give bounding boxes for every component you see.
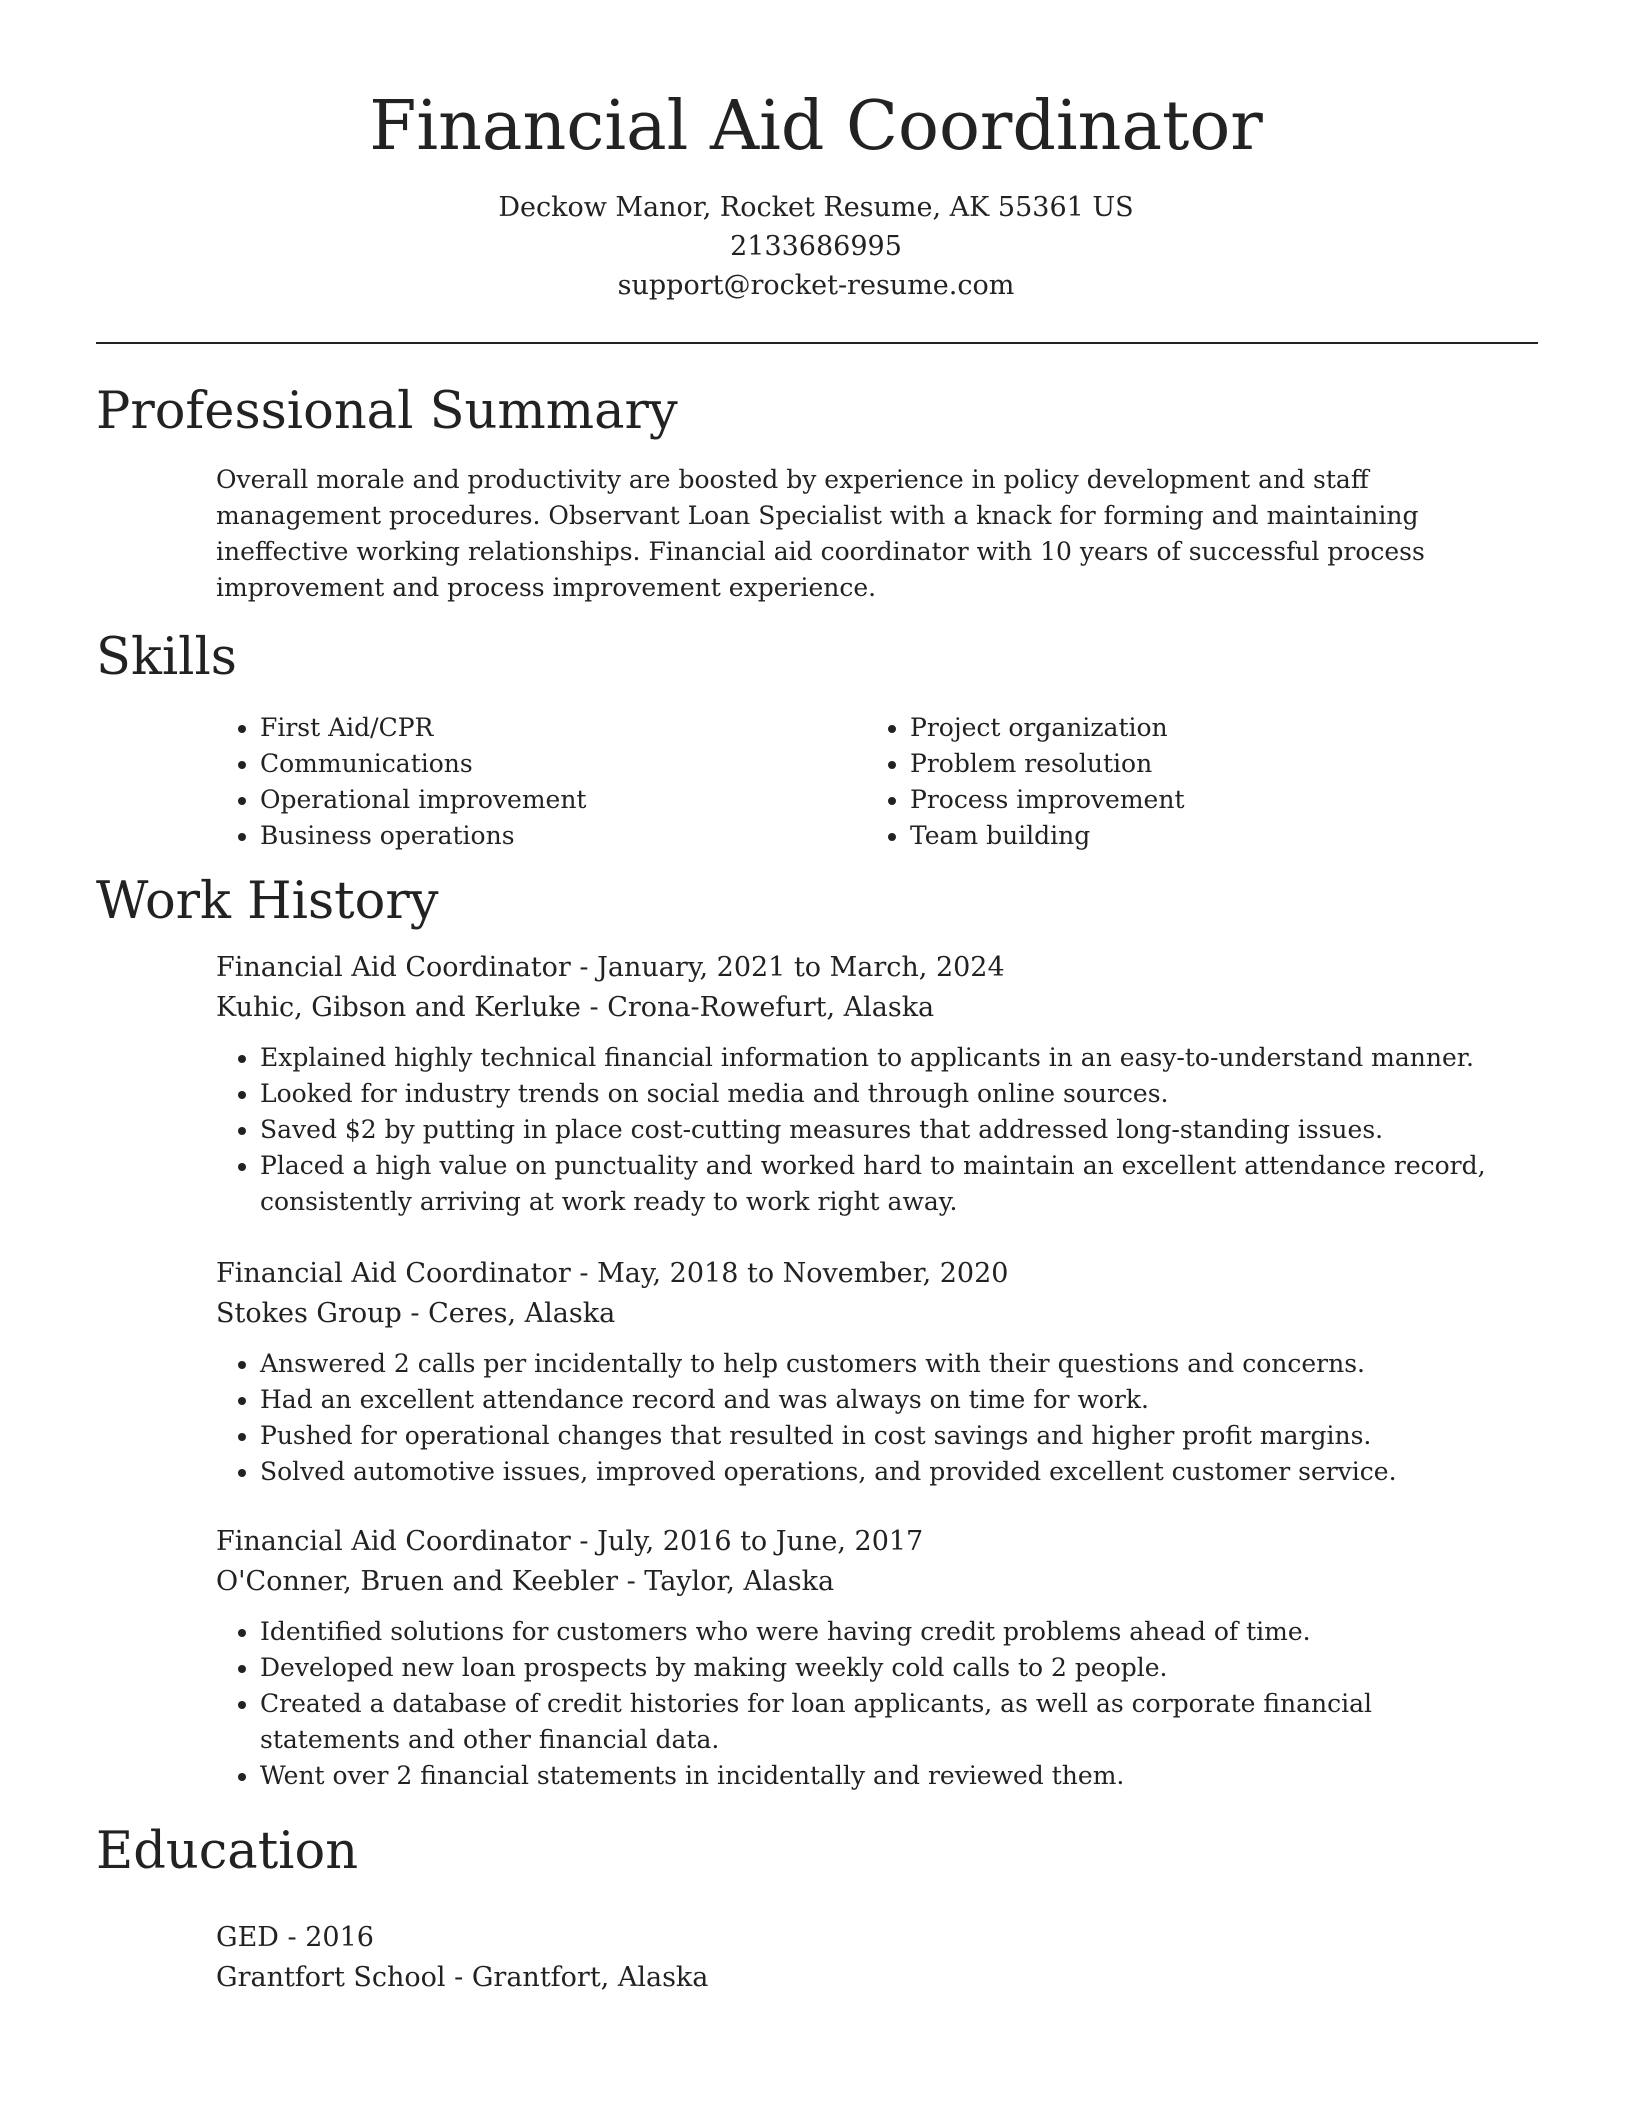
summary-text: Overall morale and productivity are boosted by experience in policy development and staff management procedures. Observant Loan Specialist with a knack for forming and maintaining ineffective working relationships. Financial aid coordinator with 10 years of successful process improvement and process improvement experience. (216, 465, 1425, 602)
skill-item: • Problem resolution (910, 746, 1516, 782)
header-divider (96, 342, 1538, 344)
skills-heading: Skills (96, 628, 237, 687)
separator: - (617, 1566, 645, 1597)
skills-list (216, 710, 1516, 854)
job-org-line (216, 1562, 1516, 1602)
job-entry (216, 1522, 1516, 1794)
job-company: O'Conner, Bruen and Keebler (216, 1566, 618, 1597)
job-role: Financial Aid Coordinator (216, 1258, 571, 1289)
education-entry (216, 1918, 708, 1998)
job-org-line (216, 988, 1516, 1028)
job-bullets (216, 1040, 1516, 1220)
contact-info (0, 188, 1632, 305)
skill-item: • Communications (260, 746, 866, 782)
job-role: Financial Aid Coordinator (216, 1526, 571, 1557)
job-bullet: • Went over 2 financial statements in incidentally and reviewed them. (260, 1758, 1516, 1794)
education-heading: Education (96, 1822, 359, 1881)
work-history-heading: Work History (96, 872, 439, 931)
job-bullet: • Looked for industry trends on social media and through online sources. (260, 1076, 1516, 1112)
job-dates: July, 2016 to June, 2017 (597, 1526, 924, 1557)
education-degree-line (216, 1918, 708, 1958)
job-bullets (216, 1346, 1516, 1490)
skill-item: • Team building (910, 818, 1516, 854)
job-location: Ceres, Alaska (428, 1298, 616, 1329)
job-company: Kuhic, Gibson and Kerluke (216, 992, 581, 1023)
separator: - (570, 952, 598, 983)
job-bullet: • Pushed for operational changes that resulted in cost savings and higher profit margins. (260, 1418, 1516, 1454)
skill-item: • Business operations (260, 818, 866, 854)
separator: - (570, 1526, 598, 1557)
skill-item: • Operational improvement (260, 782, 866, 818)
job-title-line (216, 1522, 1516, 1562)
job-bullets (216, 1614, 1516, 1794)
separator: - (580, 992, 608, 1023)
job-entry (216, 1254, 1516, 1490)
job-bullet: • Solved automotive issues, improved operations, and provided excellent customer service. (260, 1454, 1516, 1490)
summary-heading: Professional Summary (96, 382, 678, 441)
job-bullet: • Answered 2 calls per incidentally to help customers with their questions and concerns. (260, 1346, 1516, 1382)
education-year: 2016 (305, 1922, 374, 1953)
separator: - (570, 1258, 598, 1289)
job-title-line (216, 1254, 1516, 1294)
job-dates: May, 2018 to November, 2020 (597, 1258, 1009, 1289)
job-bullet: • Explained highly technical financial information to applicants in an easy-to-understand manner. (260, 1040, 1516, 1076)
skills-column-right (866, 710, 1516, 854)
resume-header (0, 0, 1632, 305)
separator: - (278, 1922, 306, 1953)
job-bullet: • Placed a high value on punctuality and worked hard to maintain an excellent attendance record, consistently arriving at work ready to work right away. (260, 1148, 1516, 1220)
contact-phone: 2133686995 (730, 231, 902, 262)
skill-item: • First Aid/CPR (260, 710, 866, 746)
job-dates: January, 2021 to March, 2024 (597, 952, 1005, 983)
job-bullet: • Had an excellent attendance record and was always on time for work. (260, 1382, 1516, 1418)
skill-item: • Project organization (910, 710, 1516, 746)
job-bullet: • Identified solutions for customers who were having credit problems ahead of time. (260, 1614, 1516, 1650)
education-degree: GED (216, 1922, 279, 1953)
skills-column-left (216, 710, 866, 854)
contact-email: support@rocket-resume.com (617, 270, 1015, 301)
job-entry (216, 948, 1516, 1220)
job-location: Taylor, Alaska (644, 1566, 835, 1597)
job-company: Stokes Group (216, 1298, 402, 1329)
separator: - (445, 1962, 472, 1993)
job-bullet: • Developed new loan prospects by making weekly cold calls to 2 people. (260, 1650, 1516, 1686)
job-role: Financial Aid Coordinator (216, 952, 571, 983)
separator: - (401, 1298, 429, 1329)
education-location: Grantfort, Alaska (471, 1962, 709, 1993)
candidate-name: Financial Aid Coordinator (369, 87, 1263, 166)
job-location: Crona-Rowefurt, Alaska (607, 992, 935, 1023)
job-bullet: • Created a database of credit histories for loan applicants, as well as corporate financial statements and other financial data. (260, 1686, 1516, 1758)
job-title-line (216, 948, 1516, 988)
contact-address: Deckow Manor, Rocket Resume, AK 55361 US (498, 192, 1134, 223)
education-school-line (216, 1958, 708, 1998)
job-bullet: • Saved $2 by putting in place cost-cutting measures that addressed long-standing issues. (260, 1112, 1516, 1148)
skill-item: • Process improvement (910, 782, 1516, 818)
job-org-line (216, 1294, 1516, 1334)
education-school: Grantfort School (216, 1962, 446, 1993)
